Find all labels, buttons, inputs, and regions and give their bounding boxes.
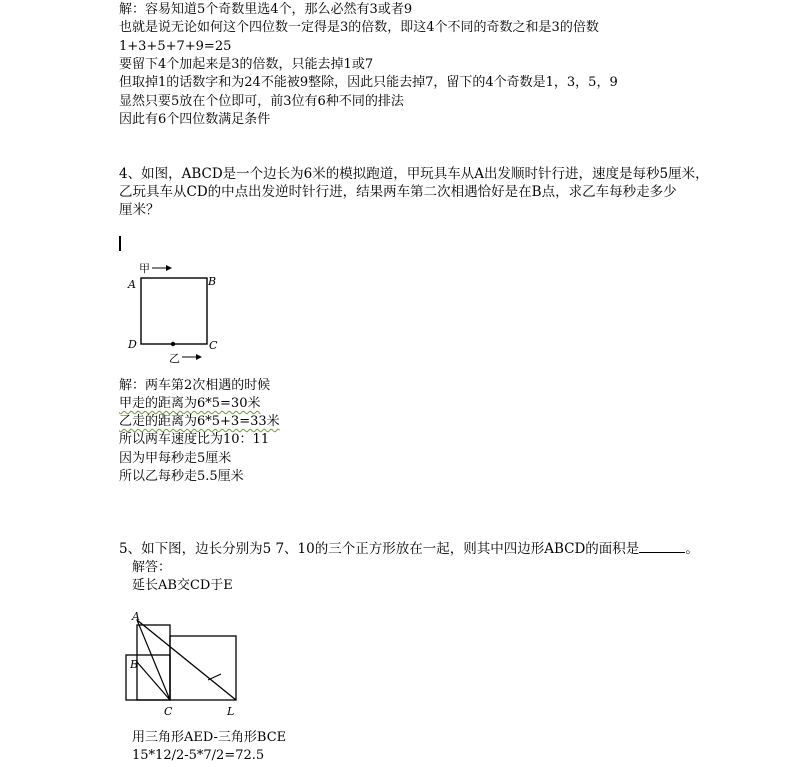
problem-4-solution-line-4: 所以两车速度比为10：11 — [119, 432, 270, 447]
problem-5-question-text: 5、如下图，边长分别为5 7、10的三个正方形放在一起，则其中四边形ABCD的面积是 — [119, 541, 640, 557]
problem-5-question-end: 。 — [685, 541, 699, 557]
solution-1-line-4: 要留下4个加起来是3的倍数，只能去掉1或7 — [119, 57, 374, 72]
problem-4-solution-line-5: 因为甲每秒走5厘米 — [119, 451, 232, 466]
problem-4-solution-line-2 — [119, 395, 260, 412]
track-square — [141, 278, 207, 344]
problem-5-step-2: 用三角形AED-三角形BCE — [132, 730, 287, 745]
diagonal-AL — [137, 620, 236, 700]
problem-4-solution-line-1: 解：两车第2次相遇的时候 — [119, 378, 271, 393]
problem-5-step-3: 15*12/2-5*7/2=72.5 — [132, 748, 265, 763]
label-jia: 甲 — [139, 262, 150, 275]
problem-4-solution-line-6: 所以乙每秒走5.5厘米 — [119, 469, 244, 484]
track-figure — [120, 258, 230, 368]
problem-4-line-3: 厘米？ — [119, 202, 160, 218]
label-C: C — [209, 339, 218, 352]
problem-5-step-1: 延长AB交CD于E — [132, 578, 233, 593]
line-BC — [137, 662, 170, 700]
jia-arrow-head — [166, 265, 172, 271]
label-B: B — [208, 275, 217, 288]
label-B: B — [130, 658, 139, 671]
label-A: A — [132, 610, 140, 623]
solution-1-line-6: 显然只要5放在个位即可，前3位有6种不同的排法 — [119, 94, 404, 109]
solution-1-line-7: 因此有6个四位数满足条件 — [119, 112, 271, 127]
line-AC — [137, 620, 170, 700]
cd-midpoint — [171, 342, 175, 346]
label-A: A — [128, 278, 136, 291]
problem-4-line-2: 乙玩具车从CD的中点出发逆时针行进，结果两车第二次相遇恰好是在B点，求乙车每秒走多少 — [119, 184, 677, 200]
problem-5-answer-label: 解答： — [132, 560, 172, 575]
squares-figure — [118, 610, 248, 725]
spellcheck-underlined-text: 乙走的距离为6*5+3=33米 — [119, 414, 280, 429]
problem-4-solution-line-3 — [119, 413, 280, 430]
yi-arrow-head — [196, 354, 202, 360]
problem-5-question — [119, 540, 699, 558]
answer-blank — [639, 540, 685, 553]
label-yi: 乙 — [169, 352, 180, 365]
label-L: L — [227, 705, 235, 718]
solution-1-line-3: 1+3+5+7+9=25 — [119, 39, 232, 54]
solution-1-line-2: 也就是说无论如何这个四位数一定得是3的倍数，即这4个不同的奇数之和是3的倍数 — [119, 20, 599, 35]
solution-1-line-1: 解：容易知道5个奇数里选4个，那么必然有3或者9 — [119, 2, 413, 17]
solution-1-line-5: 但取掉1的话数字和为24不能被9整除，因此只能去掉7，留下的4个奇数是1，3，5，9 — [119, 75, 618, 90]
tick-mark — [208, 674, 221, 680]
label-D: D — [128, 338, 137, 351]
text-cursor[interactable] — [119, 236, 121, 251]
square-10 — [170, 636, 236, 700]
problem-4-line-1: 4、如图，ABCD是一个边长为6米的模拟跑道，甲玩具车从A出发顺时针行进，速度是每秒5厘米， — [119, 166, 709, 182]
label-C: C — [164, 705, 173, 718]
spellcheck-underlined-text: 甲走的距离为6*5=30米 — [119, 396, 261, 411]
